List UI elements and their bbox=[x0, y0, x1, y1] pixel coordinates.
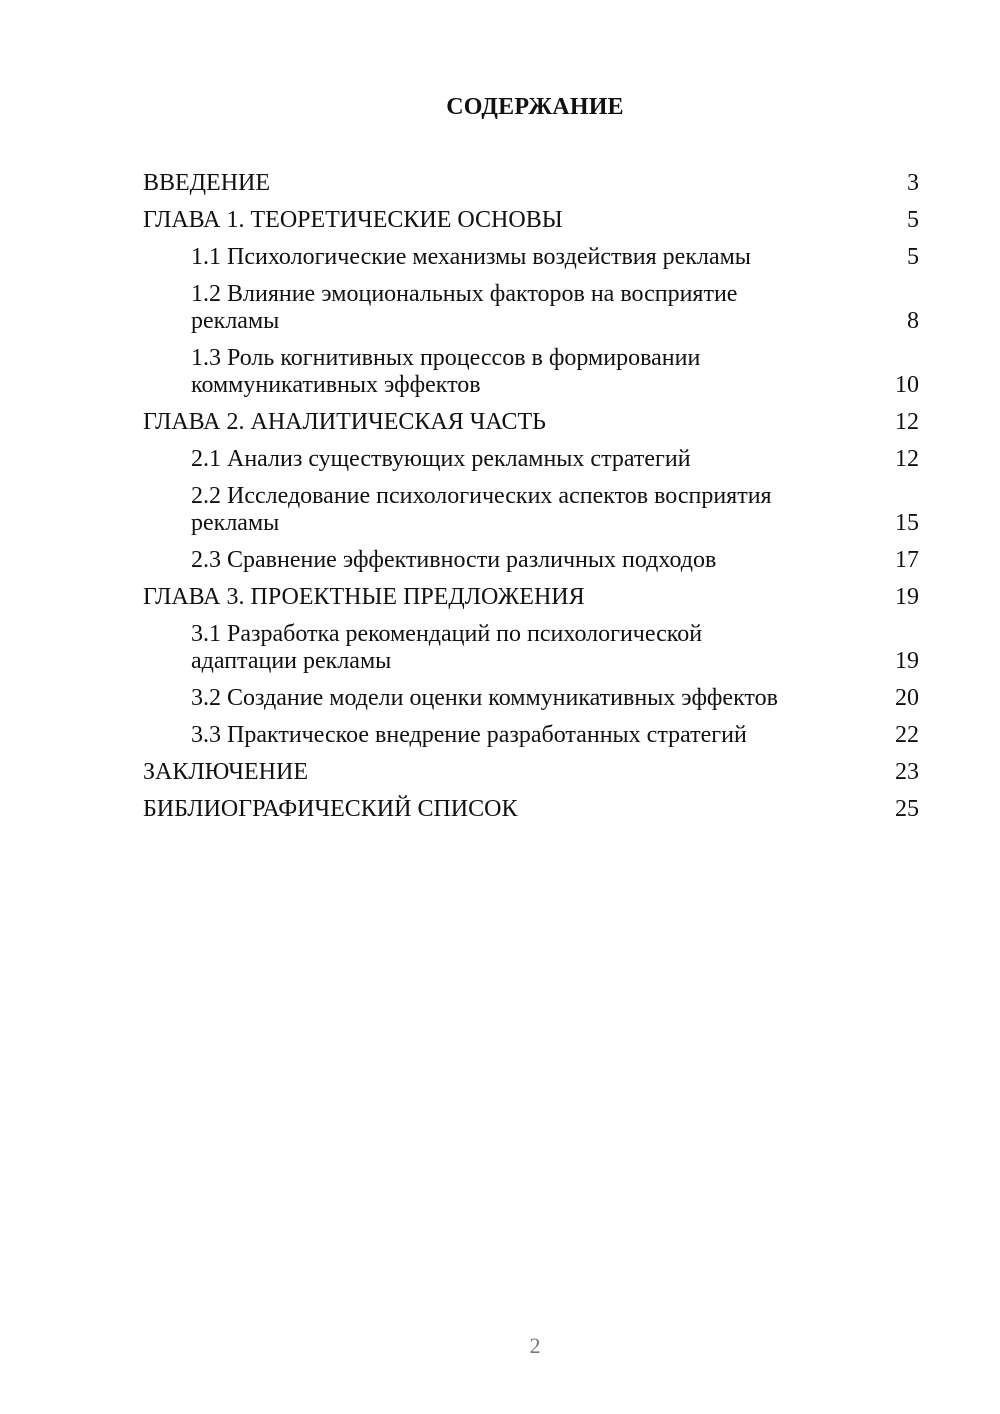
toc-entry-page: 25 bbox=[895, 796, 919, 822]
toc-entry[interactable] bbox=[143, 409, 919, 436]
toc-entry-page: 19 bbox=[895, 648, 919, 674]
toc-entry[interactable] bbox=[143, 547, 919, 574]
toc-entry-page: 12 bbox=[895, 446, 919, 472]
toc-entry-page: 19 bbox=[895, 584, 919, 610]
toc-entry-title: 3.1 Разработка рекомендаций по психологической адаптации рекламы bbox=[191, 621, 703, 674]
toc-entry-page: 3 bbox=[907, 170, 919, 196]
toc-entry-title: 2.2 Исследование психологических аспектов восприятия рекламы bbox=[191, 483, 772, 536]
toc-entry-title: БИБЛИОГРАФИЧЕСКИЙ СПИСОК bbox=[143, 796, 518, 822]
toc-entry-title: ГЛАВА 3. ПРОЕКТНЫЕ ПРЕДЛОЖЕНИЯ bbox=[143, 584, 585, 610]
toc-entry-title: 3.2 Создание модели оценки коммуникативных эффектов bbox=[191, 685, 778, 711]
toc-entry-page: 5 bbox=[907, 207, 919, 233]
toc-entry-title: 3.3 Практическое внедрение разработанных стратегий bbox=[191, 722, 747, 748]
toc-entry-title: 1.3 Роль когнитивных процессов в формировании коммуникативных эффектов bbox=[191, 345, 701, 398]
toc-entry-page: 5 bbox=[907, 244, 919, 270]
toc-entry[interactable] bbox=[143, 722, 919, 749]
toc-entry-title: ЗАКЛЮЧЕНИЕ bbox=[143, 759, 308, 785]
toc-entry[interactable] bbox=[143, 796, 919, 823]
toc-entry-page: 15 bbox=[895, 510, 919, 536]
toc-entry[interactable] bbox=[143, 170, 919, 197]
toc-entry-title: ГЛАВА 1. ТЕОРЕТИЧЕСКИЕ ОСНОВЫ bbox=[143, 207, 563, 233]
toc-entry[interactable] bbox=[143, 483, 919, 537]
toc-entry-title: ГЛАВА 2. АНАЛИТИЧЕСКАЯ ЧАСТЬ bbox=[143, 409, 546, 435]
toc-entry-title: 2.3 Сравнение эффективности различных подходов bbox=[191, 547, 717, 573]
toc-entry[interactable] bbox=[143, 281, 919, 335]
page-number: 2 bbox=[529, 1333, 541, 1358]
toc-entry[interactable] bbox=[143, 345, 919, 399]
toc-entry[interactable] bbox=[143, 207, 919, 234]
toc-entry-page: 20 bbox=[895, 685, 919, 711]
toc-entry-title: 1.2 Влияние эмоциональных факторов на восприятие рекламы bbox=[191, 281, 738, 334]
toc-entry[interactable] bbox=[143, 244, 919, 271]
toc-entry[interactable] bbox=[143, 685, 919, 712]
toc-entry[interactable] bbox=[143, 621, 919, 675]
toc-entry-page: 22 bbox=[895, 722, 919, 748]
toc-entry-page: 23 bbox=[895, 759, 919, 785]
toc-entry-page: 8 bbox=[907, 308, 919, 334]
toc-entry[interactable] bbox=[143, 759, 919, 786]
toc-entry-page: 10 bbox=[895, 372, 919, 398]
toc-entry-title: 1.1 Психологические механизмы воздействия рекламы bbox=[191, 244, 751, 270]
toc-entry[interactable] bbox=[143, 584, 919, 611]
toc-entry-title: 2.1 Анализ существующих рекламных стратегий bbox=[191, 446, 691, 472]
table-of-contents bbox=[143, 170, 919, 833]
toc-entry-page: 17 bbox=[895, 547, 919, 573]
page-title: СОДЕРЖАНИЕ bbox=[446, 94, 624, 120]
toc-entry[interactable] bbox=[143, 446, 919, 473]
toc-entry-page: 12 bbox=[895, 409, 919, 435]
toc-entry-title: ВВЕДЕНИЕ bbox=[143, 170, 271, 196]
